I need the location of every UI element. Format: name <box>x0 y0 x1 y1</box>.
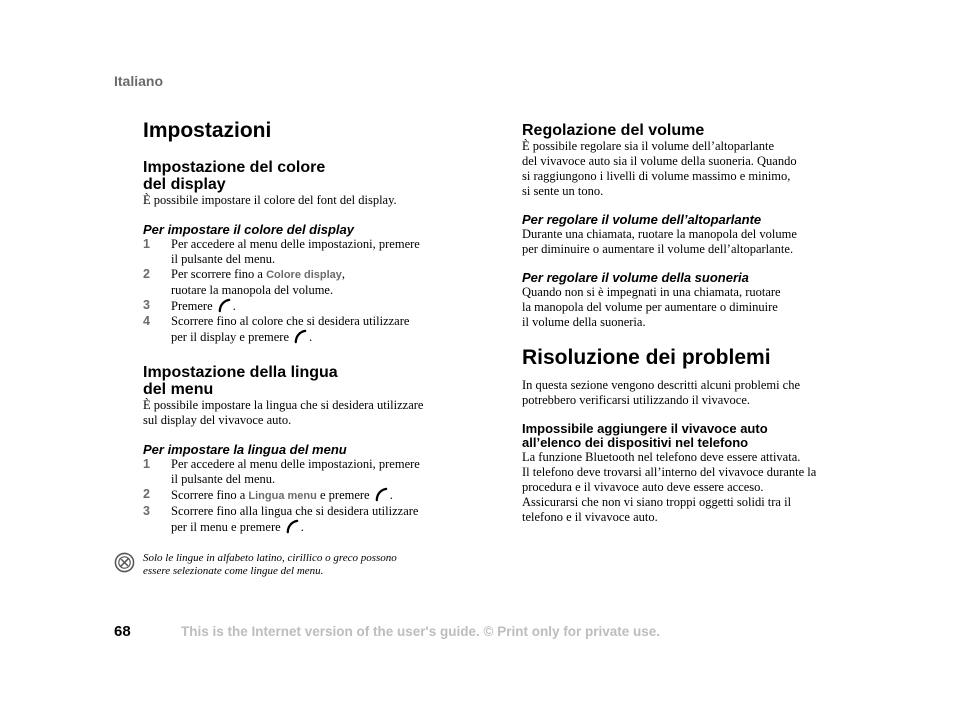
phone-key-icon <box>285 519 300 534</box>
ringer-volume-text: Quando non si è impegnati in una chiamata, ruotare la manopola del volume per aumentare o diminuire il volume della suoneria. <box>522 285 781 329</box>
step-item: 2 Scorrere fino a Lingua menu e premere . <box>143 487 393 502</box>
footer-notice: This is the Internet version of the user's guide. © Print only for private use. <box>181 624 660 639</box>
display-color-intro: È possibile impostare il colore del font del display. <box>143 193 397 207</box>
step-item: 3 Scorrere fino alla lingua che si desidera utilizzare per il menu e premere . <box>143 504 419 534</box>
step-item: 1 Per accedere al menu delle impostazioni, premere il pulsante del menu. <box>143 237 420 266</box>
speaker-volume-title: Per regolare il volume dell’altoparlante <box>522 212 762 227</box>
display-color-procedure-title: Per impostare il colore del display <box>143 222 354 237</box>
menu-keyword: Colore display <box>266 269 342 281</box>
section-language-label: Italiano <box>114 73 164 89</box>
phone-key-icon <box>374 487 389 502</box>
step-item: 1 Per accedere al menu delle impostazioni, premere il pulsante del menu. <box>143 457 420 486</box>
tip-icon <box>114 552 135 573</box>
phone-key-icon <box>293 329 308 344</box>
speaker-volume-text: Durante una chiamata, ruotare la manopola del volume per diminuire o aumentare il volume dell’altoparlante. <box>522 227 797 256</box>
tip-text: Solo le lingue in alfabeto latino, cirillico o greco possono essere selezionate come lingue del menu. <box>143 552 397 577</box>
step-item: 4 Scorrere fino al colore che si desidera utilizzare per il display e premere . <box>143 314 410 344</box>
menu-language-heading: Impostazione della lingua del menu <box>143 364 338 398</box>
page-number: 68 <box>114 623 131 640</box>
menu-keyword: Lingua menu <box>248 490 317 502</box>
troubleshooting-title: Risoluzione dei problemi <box>522 346 771 369</box>
display-color-steps <box>143 237 463 345</box>
phone-key-icon <box>217 298 232 313</box>
problem-title: Impossibile aggiungere il vivavoce auto all’elenco dei dispositivi nel telefono <box>522 421 768 450</box>
problem-text: La funzione Bluetooth nel telefono deve essere attivata. Il telefono deve trovarsi all’interno del vivavoce durante la procedura e il vivavoce auto deve essere acceso. Assicurarsi che non vi siano troppi oggetti solidi tra il telefono e il vivavoce auto. <box>522 450 817 524</box>
menu-language-intro: È possibile impostare la lingua che si desidera utilizzare sul display del vivavoce auto. <box>143 398 424 427</box>
troubleshooting-intro: In questa sezione vengono descritti alcuni problemi che potrebbero verificarsi utilizzando il vivavoce. <box>522 378 801 407</box>
display-color-heading: Impostazione del colore del display <box>143 159 326 193</box>
page-title: Impostazioni <box>143 119 272 142</box>
volume-heading: Regolazione del volume <box>522 122 705 139</box>
step-item: 3 Premere . <box>143 298 236 313</box>
left-column <box>143 117 463 535</box>
ringer-volume-title: Per regolare il volume della suoneria <box>522 270 749 285</box>
right-column <box>522 117 840 525</box>
step-item: 2 Per scorrere fino a Colore display, ruotare la manopola del volume. <box>143 267 346 297</box>
menu-language-steps <box>143 457 463 535</box>
volume-intro: È possibile regolare sia il volume dell’altoparlante del vivavoce auto sia il volume della suoneria. Quando si raggiungono i livelli di volume massimo e minimo, si sente un tono. <box>522 139 797 198</box>
menu-language-procedure-title: Per impostare la lingua del menu <box>143 442 347 457</box>
